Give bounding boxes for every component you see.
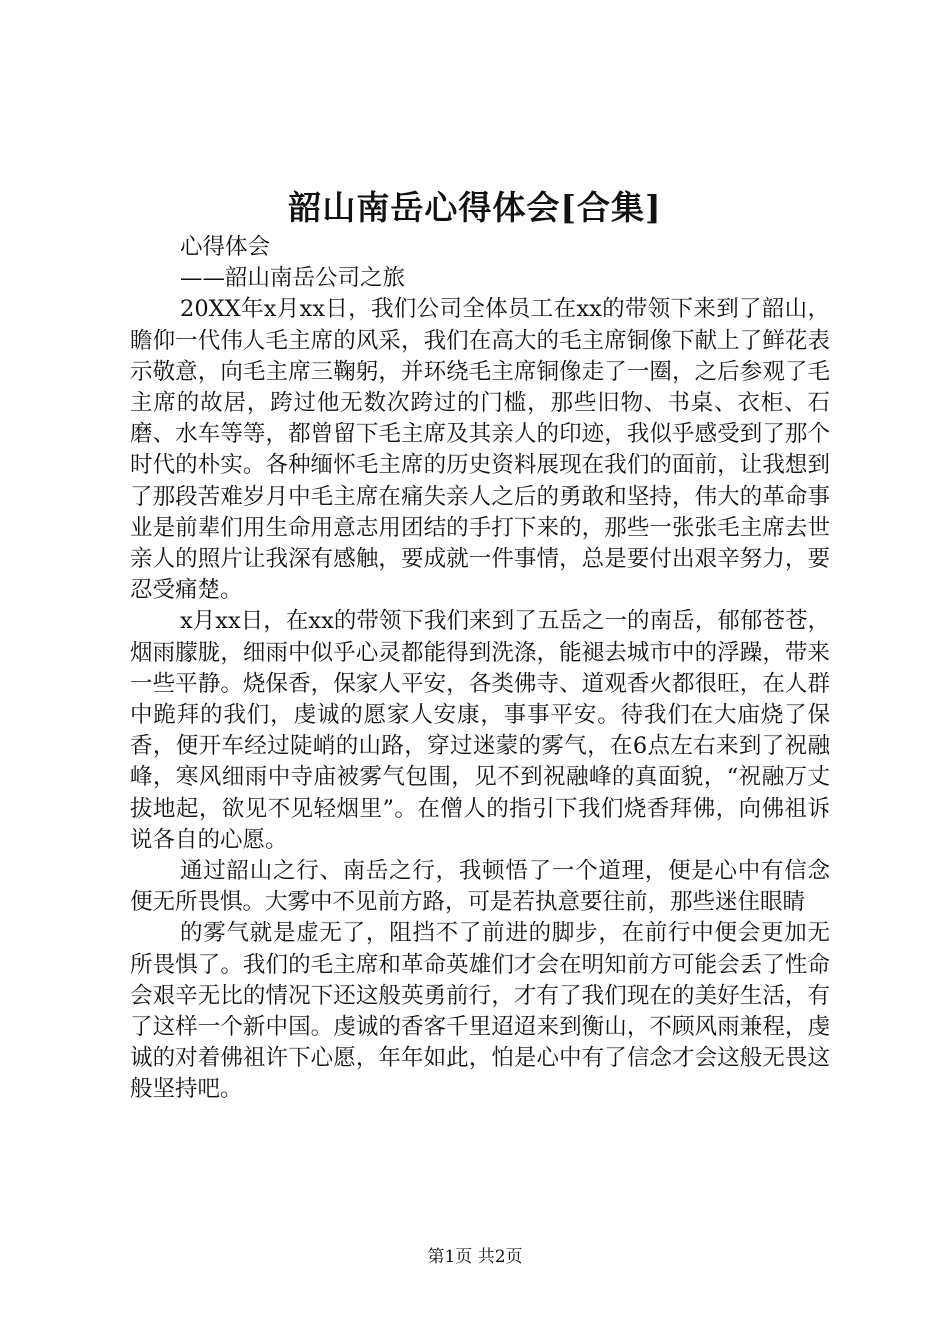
paragraph-nanyue: x月xx日，在xx的带领下我们来到了五岳之一的南岳，郁郁苍苍，烟雨朦胧，细雨中似乎心灵都能得到洗涤，能褪去城市中的浮躁，带来一些平静。烧保香，保家人平安，各类佛寺、道观香火都很旺，在人群中跪拜的我们，虔诚的愿家人安康，事事平安。待我们在大庙烧了保香，便开车经过陡峭的山路，穿过迷蒙的雾气，在6点左右来到了祝融峰，寒风细雨中寺庙被雾气包围，见不到祝融峰的真面貌，“祝融万丈拔地起，欲见不见轻烟里”。在僧人的指引下我们烧香拜佛，向佛祖诉说各自的心愿。 bbox=[130, 608, 830, 853]
paragraph-conclusion: 的雾气就是虚无了，阻挡不了前进的脚步，在前行中便会更加无所畏惧了。我们的毛主席和革命英雄们才会在明知前方可能会丢了性命会艰辛无比的情况下还这般英勇前行，才有了我们现在的美好生活，有了这样一个新中国。虔诚的香客千里迢迢来到衡山，不顾风雨兼程，虔诚的对着佛祖许下心愿，年年如此，怕是心中有了信念才会这般无畏这般坚持吧。 bbox=[130, 920, 830, 1103]
document-body bbox=[130, 232, 830, 1106]
page-footer: 第1页 共2页 bbox=[427, 1247, 523, 1267]
subheading-text: ——韶山南岳公司之旅 bbox=[180, 265, 406, 292]
paragraph-reflection: 通过韶山之行、南岳之行，我顿悟了一个道理，便是心中有信念便无所畏惧。大雾中不见前方路，可是若执意要往前，那些迷住眼睛 bbox=[130, 858, 830, 916]
heading-text: 心得体会 bbox=[180, 234, 271, 260]
paragraph-shaoshan: 20XX年x月xx日，我们公司全体员工在xx的带领下来到了韶山，瞻仰一代伟人毛主席的风采，我们在高大的毛主席铜像下献上了鲜花表示敬意，向毛主席三鞠躬，并环绕毛主席铜像走了一圈，之后参观了毛主席的故居，跨过他无数次跨过的门槛，那些旧物、书桌、衣柜、石磨、水车等等，都曾留下毛主席及其亲人的印迹，我似乎感受到了那个时代的朴实。各种缅怀毛主席的历史资料展现在我们的面前，让我想到了那段苦难岁月中毛主席在痛失亲人之后的勇敢和坚持，伟大的革命事业是前辈们用生命用意志用团结的手打下来的，那些一张张毛主席去世亲人的照片让我深有感触，要成就一件事情，总是要付出艰辛努力，要忍受痛楚。 bbox=[130, 296, 830, 604]
document-title: 韶山南岳心得体会[合集] bbox=[288, 188, 662, 227]
